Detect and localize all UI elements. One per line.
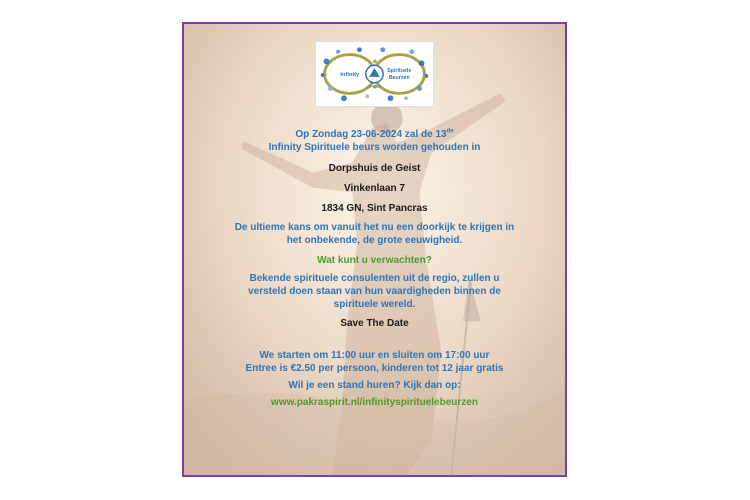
tagline-line-1: De ultieme kans om vanuit het nu een doorkijk te krijgen in [234,222,515,233]
opening-hours: We starten om 11:00 uur en sluiten om 17:00 uur [259,350,490,361]
logo-right-word-2: Beurzen [388,74,410,81]
venue-name: Dorpshuis de Geist [328,163,421,174]
tagline-line-2: het onbekende, de grote eeuwigheid. [286,235,463,246]
event-title-line: Infinity Spirituele beurs worden gehouden in [268,142,481,153]
logo-right-word-1: Spirituele [387,68,412,75]
description-line-3: spirituele wereld. [333,299,416,310]
entry-price: Entree is €2.50 per persoon, kinderen tot 12 jaar gratis [245,363,504,374]
description-line-2: versteld doen staan van hun vaardigheden binnen de [248,286,501,297]
logo-center-text: PakraSpirit [367,84,382,89]
poster-content [184,128,565,409]
save-the-date: Save The Date [340,318,409,329]
logo-left-word: Infinity [340,71,360,78]
question-heading: Wat kunt u verwachten? [317,255,432,266]
stand-rental-text: Wil je een stand huren? Kijk dan op: [288,380,461,391]
venue-street: Vinkenlaan 7 [344,183,405,194]
website-link[interactable]: www.pakraspirit.nl/infinityspirituelebeurzen [271,397,478,408]
event-date-line: Op Zondag 23-06-2024 zal de 13de [295,128,454,140]
event-poster [182,22,567,477]
venue-city: 1834 GN, Sint Pancras [321,203,428,214]
infinity-logo [315,41,434,107]
description-line-1: Bekende spirituele consulenten uit de regio, zullen u [249,273,500,284]
